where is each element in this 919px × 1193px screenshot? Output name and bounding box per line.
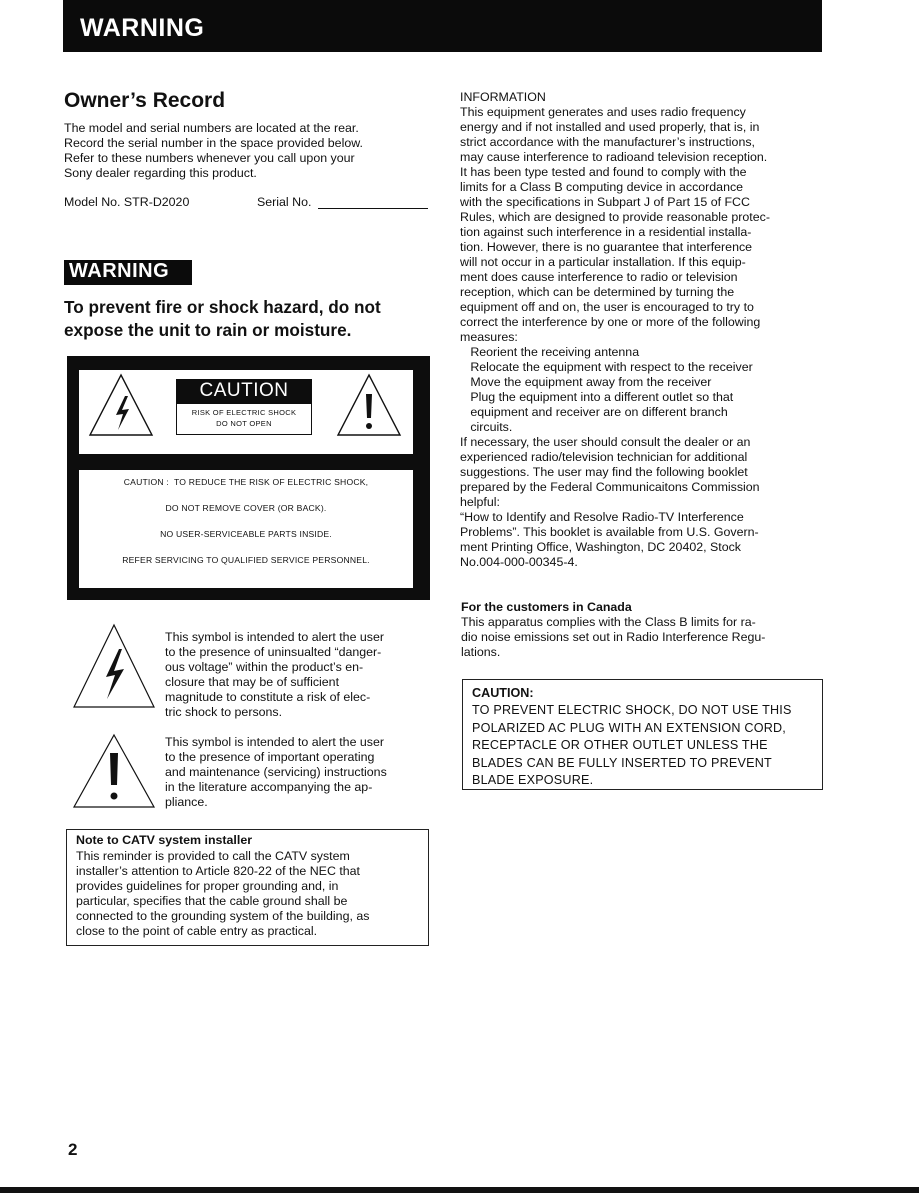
owners-record-heading: Owner’s Record [64,89,226,112]
lightning-symbol-description: This symbol is intended to alert the user to the presence of uninsualted “danger- ous voltage” within the product’s en- closure that may be of sufficient magnitude to constitute a risk of elec- tric shock to persons. [165,630,385,719]
catv-note-text: This reminder is provided to call the CATV system installer’s attention to Article 820-22 of the NEC that provides guidelines for proper grounding and, in particular, specifies that the cable ground shall be connected to the grounding system of the building, as close to the point of cable entry as practical. [76,849,370,938]
exclamation-warning-icon [335,372,403,438]
fire-shock-warning: To prevent fire or shock hazard, do not expose the unit to rain or moisture. [64,297,381,340]
bottom-rule [0,1187,919,1193]
plug-caution-text: TO PREVENT ELECTRIC SHOCK, DO NOT USE THIS POLARIZED AC PLUG WITH AN EXTENSION CORD, RECEPTACLE OR OTHER OUTLET UNLESS THE BLADES CAN BE FULLY INSERTED TO PREVENT BLADE EXPOSURE. [472,703,792,787]
caution-line-4: REFER SERVICING TO QUALIFIED SERVICE PERSONNEL. [122,555,370,565]
header-title: WARNING [80,14,205,42]
lightning-symbol-icon [72,623,156,709]
model-number: Model No. STR-D2020 [64,195,190,209]
owners-record-intro: The model and serial numbers are located at the rear. Record the serial number in the space provided below. Refer to these numbers whenever you call upon your Sony dealer regarding this product. [64,121,363,180]
lightning-warning-icon [87,372,155,438]
warning-badge-text: WARNING [69,260,170,282]
canada-text: This apparatus complies with the Class B limits for ra- dio noise emissions set out in Radio Interference Regu- lations. [461,615,766,659]
caution-line-2: DO NOT REMOVE COVER (OR BACK). [165,503,327,513]
caution-subtitle: RISK OF ELECTRIC SHOCK DO NOT OPEN [191,408,297,428]
caution-line-1: CAUTION : TO REDUCE THE RISK OF ELECTRIC SHOCK, [123,477,369,487]
plug-caution-title: CAUTION: [472,686,534,700]
caution-title: CAUTION [199,380,289,401]
page-number: 2 [68,1140,78,1159]
serial-number-blank [318,208,428,209]
canada-heading: For the customers in Canada [461,600,632,614]
caution-line-3: NO USER-SERVICEABLE PARTS INSIDE. [160,529,332,539]
catv-note-title: Note to CATV system installer [76,833,253,847]
serial-number-label: Serial No. [257,195,312,209]
exclamation-symbol-icon [72,733,156,809]
fcc-information: INFORMATION This equipment generates and uses radio frequency energy and if not installed and used properly, that is, in strict accordance with the manufacturer’s instructions, may cause interference to radioand television reception. It has been type tested and found to comply with the limits for a Class B computing device in accordance with the specifications in Subpart J of Part 15 of FCC Rules, which are designed to provide reasonable protec- tion against such interference in a residential installa- tion. However, there is no guarantee that interference will not occur in a particular installation. If this equip- ment does cause interference to radio or television reception, which can be determined by turning the equipment off and on, the user is encouraged to try to correct the interference by one or more of the following measures: Reorient the receiving antenna Relocate the equipment with respect to the receiver Move the equipment away from the receiver Plug the equipment into a different outlet so that equipment and receiver are on different branch circuits. If necessary, the user should consult the dealer or an experienced radio/television technician for additional suggestions. The user may find the following booklet prepared by the Federal Communicaitons Commission helpful: “How to Identify and Resolve Radio-TV Interference Problems”. This booklet is available from U.S. Govern- ment Printing Office, Washington, DC 20402, Stock No.004-000-00345-4. [460,90,770,569]
exclamation-symbol-description: This symbol is intended to alert the user to the presence of important operating and maintenance (servicing) instructions in the literature accompanying the ap- pliance. [165,735,387,809]
